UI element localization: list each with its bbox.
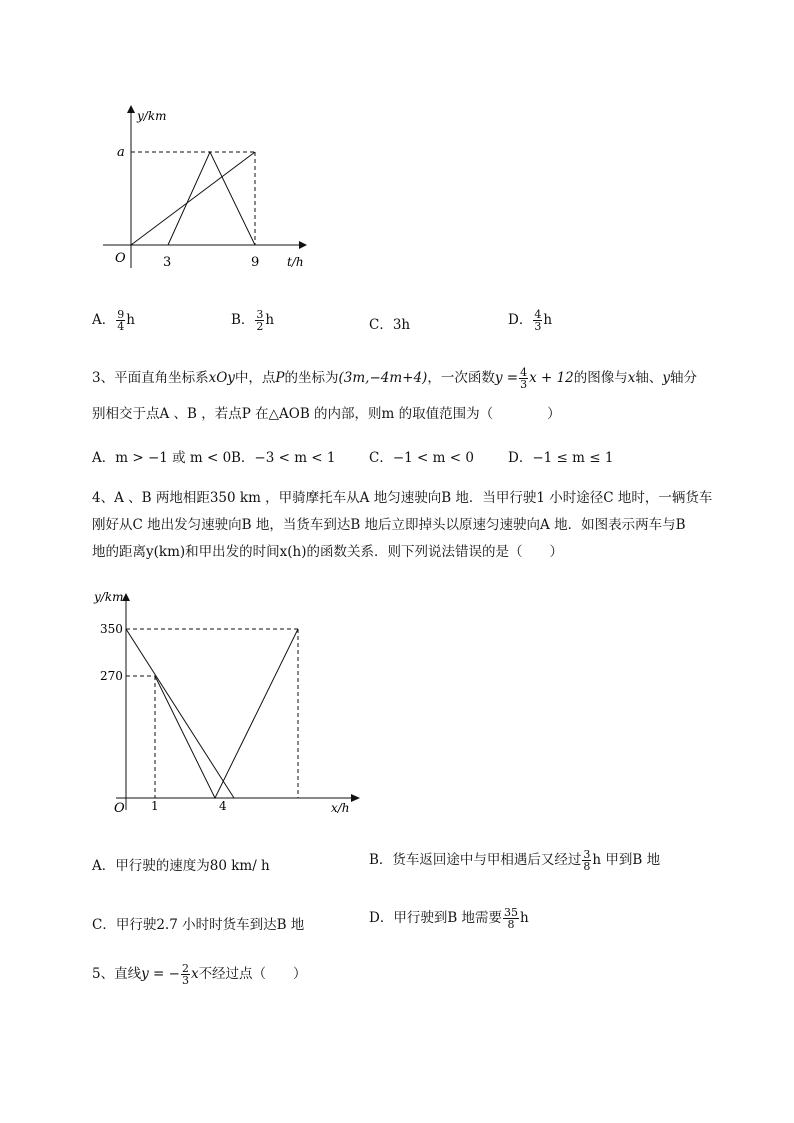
x-axis-arrow (351, 794, 360, 802)
q4-line-3: 地的距离y(km)和甲出发的时间x(h)的函数关系．则下列说法错误的是（ ） (92, 544, 563, 560)
line-truck (155, 629, 298, 798)
q4-line-1: 4、A 、B 两地相距350 km ，甲骑摩托车从A 地匀速驶向B 地．当甲行驶1 小时途径C 地时，一辆货车 (92, 490, 713, 506)
distance-time-graph-1 (95, 100, 315, 275)
q3-line-2: 别相交于点A 、B ，若点P 在△AOB 的内部，则m 的取值范围为（ ） (92, 406, 561, 422)
q2-option-d[interactable]: D． $\frac{4}{3}$ h (508, 308, 553, 333)
tick-4: 4 (219, 799, 227, 813)
x-axis-arrow (299, 241, 307, 249)
q4-option-a[interactable]: A．甲行驶的速度为80 km/ h (92, 858, 270, 874)
x-axis-label: x/h (331, 801, 350, 815)
q5-line: 5、直线y = − $\frac{2}{3}$ x不经过点（ ） (92, 962, 307, 987)
q3-line-1: 3、平面直角坐标系xOy中，点P的坐标为(3m,−4m+4)，一次函数y = $\frac{4}{3}$ x + 12的图像与x轴、y轴分 (92, 366, 698, 391)
line-diagonal-to-9 (131, 152, 255, 245)
line-triangle (168, 152, 255, 245)
q3-option-a[interactable]: A．m > −1 或 m < 0 (92, 450, 232, 466)
tick-9: 9 (251, 255, 260, 270)
q4-line-2: 刚好从C 地出发匀速驶向B 地，当货车到达B 地后立即掉头以原速匀速驶向A 地．如图表示两车与B (92, 517, 686, 533)
fraction: $\frac{3}{8}$ (583, 848, 591, 873)
origin-label: O (115, 251, 126, 266)
fraction: $\frac{35}{8}$ (504, 906, 519, 931)
fraction: $\frac{4}{3}$ (520, 366, 528, 391)
fraction: $\frac{2}{3}$ (181, 962, 189, 987)
x-axis-label: t/h (287, 255, 304, 269)
q2-option-b[interactable]: B． $\frac{3}{2}$ h (231, 308, 275, 333)
q3-option-d[interactable]: D．−1 ≤ m ≤ 1 (508, 450, 614, 466)
distance-time-graph-2 (88, 585, 368, 820)
q3-option-c[interactable]: C．−1 < m < 0 (369, 450, 474, 466)
tick-1: 1 (151, 799, 159, 813)
tick-3: 3 (163, 255, 172, 270)
q2-option-a[interactable]: A． $\frac{9}{4}$ h (92, 308, 135, 333)
fraction: $\frac{3}{2}$ (256, 308, 264, 333)
origin-label: O (114, 801, 125, 816)
tick-270: 270 (100, 669, 123, 683)
q2-option-c[interactable]: C．3h (369, 317, 411, 333)
y-axis-label: y/km (137, 109, 167, 123)
y-axis-arrow (127, 105, 135, 113)
q4-option-c[interactable]: C．甲行驶2.7 小时时货车到达B 地 (92, 917, 305, 933)
y-axis-label: y/km (94, 590, 124, 604)
q4-option-d[interactable]: D．甲行驶到B 地需要 $\frac{35}{8}$ h (369, 906, 529, 931)
a-label: a (117, 145, 125, 160)
fraction: $\frac{9}{4}$ (117, 308, 125, 333)
q3-option-b[interactable]: B．−3 < m < 1 (231, 450, 336, 466)
line-motorcycle (126, 629, 234, 798)
tick-350: 350 (100, 622, 123, 636)
q4-option-b[interactable]: B．货车返回途中与甲相遇后又经过 $\frac{3}{8}$ h 甲到B 地 (369, 848, 661, 873)
fraction: $\frac{4}{3}$ (534, 308, 542, 333)
